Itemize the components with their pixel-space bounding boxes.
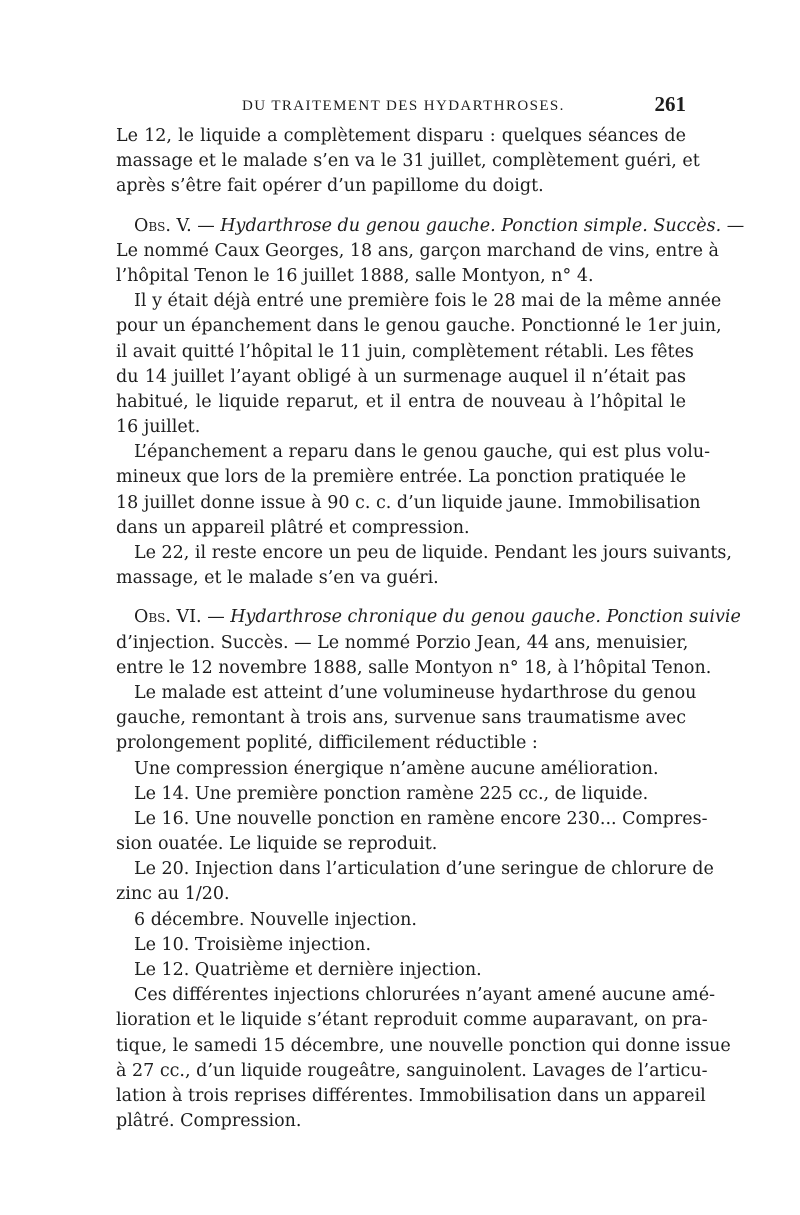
text-line: lioration et le liquide s’étant reproduit comme auparavant, on pra- [116, 1010, 708, 1031]
text-line: Le malade est atteint d’une volumineuse hydarthrose du genou [134, 682, 697, 703]
text-line: tique, le samedi 15 décembre, une nouvelle ponction qui donne issue [116, 1035, 731, 1056]
observation-heading [116, 214, 745, 239]
text-line: 16 juillet. [116, 417, 201, 438]
text-line: habitué, le liquide reparut, et il entra de nouveau à l’hôpital le [116, 391, 686, 412]
observation-title: Hydarthrose du genou gauche. Ponction simple. Succès. — [220, 215, 745, 236]
text-line: Le 14. Une première ponction ramène 225 cc., de liquide. [134, 783, 649, 804]
text-line: 18 juillet donne issue à 90 c. c. d’un liquide jaune. Immobilisation [116, 492, 701, 513]
page-number: 261 [654, 92, 686, 116]
text-line: après s’être fait opérer d’un papillome du doigt. [116, 176, 544, 197]
text-line: Ces différentes injections chlorurées n’ayant amené aucune amé- [134, 985, 715, 1006]
text-line: Le 12. Quatrième et dernière injection. [134, 960, 482, 980]
text-line: massage et le malade s’en va le 31 juillet, complètement guéri, et [116, 151, 700, 172]
text-line: du 14 juillet l’ayant obligé à un surmenage auquel il n’était pas [116, 366, 686, 387]
text-line: massage, et le malade s’en va guéri. [116, 568, 439, 589]
text-line: Le 20. Injection dans l’articulation d’une seringue de chlorure de [134, 859, 714, 880]
text-line: gauche, remontant à trois ans, survenue sans traumatisme avec [116, 708, 686, 729]
text-line: lation à trois reprises différentes. Immobilisation dans un appareil [116, 1085, 706, 1106]
text-line: mineux que lors de la première entrée. La ponction pratiquée le [116, 467, 687, 488]
running-head [116, 92, 686, 120]
text-line: 6 décembre. Nouvelle injection. [134, 909, 417, 930]
text-line: Le nommé Caux Georges, 18 ans, garçon marchand de vins, entre à [116, 240, 719, 261]
text-line: dans un appareil plâtré et compression. [116, 517, 470, 538]
text-line: entre le 12 novembre 1888, salle Montyon n° 18, à l’hôpital Tenon. [116, 657, 712, 678]
observation-label: Obs. V. — [134, 215, 215, 236]
observation-heading [116, 605, 741, 630]
text-line: à 27 cc., d’un liquide rougeâtre, sanguinolent. Lavages de l’articu- [116, 1060, 708, 1081]
text-line: zinc au 1/20. [116, 884, 230, 905]
text-line: Le 10. Troisième injection. [134, 934, 372, 955]
running-title: DU TRAITEMENT DES HYDARTHROSES. [242, 98, 565, 114]
text-line: Le 16. Une nouvelle ponction en ramène encore 230... Compres- [134, 808, 708, 829]
paragraph-gap [116, 200, 686, 214]
paragraph-gap [116, 591, 686, 605]
book-page [116, 92, 745, 1134]
text-line: d’injection. Succès. — Le nommé Porzio Jean, 44 ans, menuisier, [116, 632, 689, 653]
text-line: Le 12, le liquide a complètement disparu : quelques séances de [116, 126, 686, 146]
text-line: il avait quitté l’hôpital le 11 juin, complètement rétabli. Les fêtes [116, 341, 694, 362]
text-line: Il y était déjà entré une première fois le 28 mai de la même année [134, 291, 722, 312]
observation-label: Obs. VI. — [134, 607, 225, 628]
text-line: Une compression énergique n’amène aucune amélioration. [134, 758, 659, 779]
text-line: plâtré. Compression. [116, 1111, 302, 1132]
text-line: pour un épanchement dans le genou gauche. Ponctionné le 1er juin, [116, 316, 722, 337]
observation-title: Hydarthrose chronique du genou gauche. Ponction suivie [230, 607, 741, 628]
text-line: sion ouatée. Le liquide se reproduit. [116, 834, 438, 855]
text-line: l’hôpital Tenon le 16 juillet 1888, salle Montyon, n° 4. [116, 265, 594, 286]
text-line: prolongement poplité, difficilement réductible : [116, 733, 538, 754]
text-line: Le 22, il reste encore un peu de liquide. Pendant les jours suivants, [134, 543, 732, 563]
text-line: L’épanchement a reparu dans le genou gauche, qui est plus volu- [134, 442, 711, 463]
